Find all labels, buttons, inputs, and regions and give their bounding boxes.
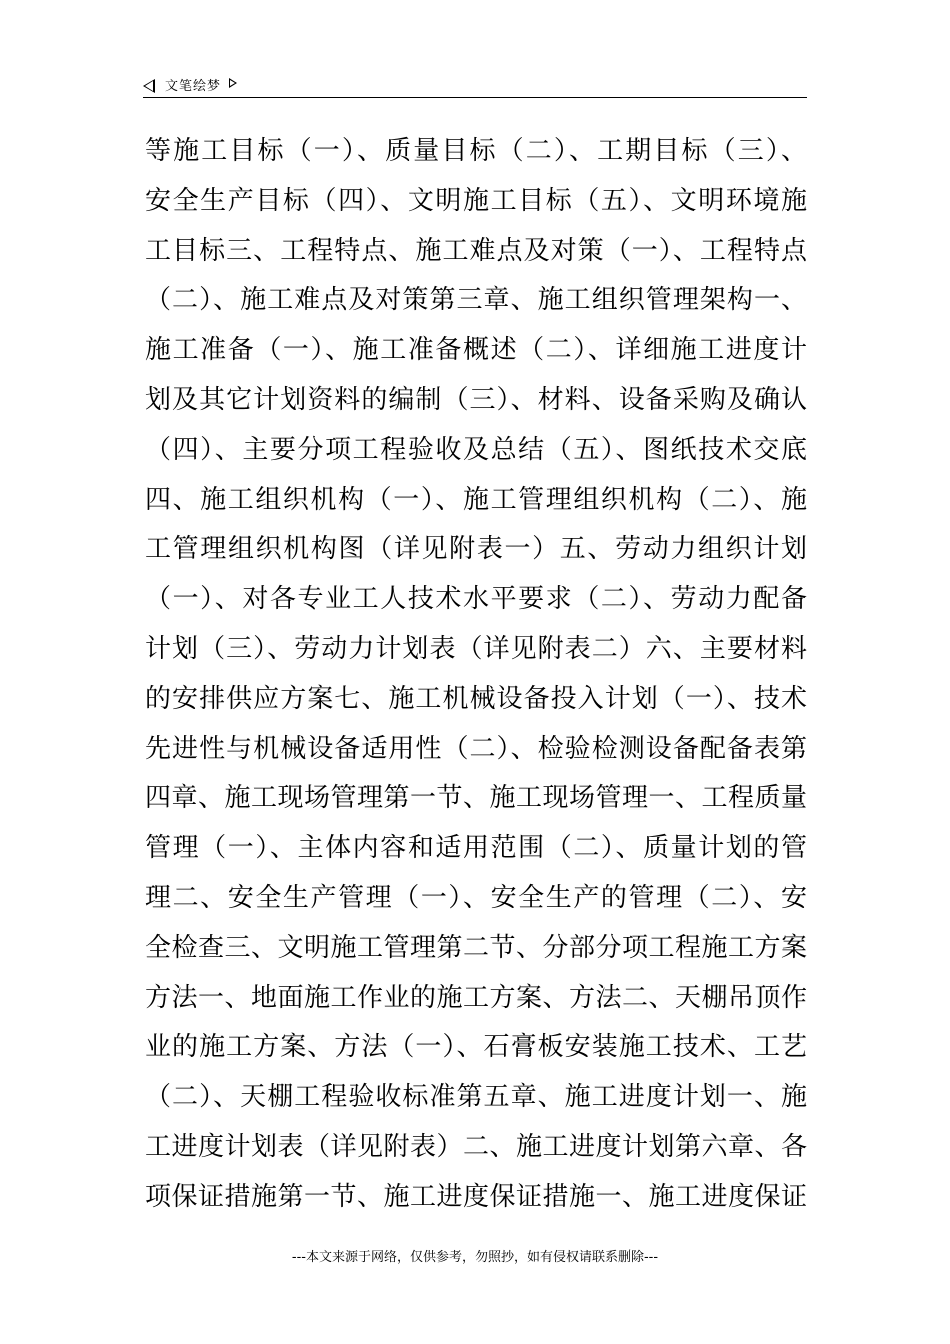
text-line: 的安排供应方案七、施工机械设备投入计划（一）、技术 [145,683,807,714]
text-line: 安全生产目标（四）、文明施工目标（五）、文明环境施 [145,185,807,216]
text-line: 等施工目标（一）、质量目标（二）、工期目标（三）、 [145,136,807,166]
footer-disclaimer: ---本文来源于网络，仅供参考，勿照抄，如有侵权请联系删除--- [291,1250,659,1265]
text-line: 四章、施工现场管理第一节、施工现场管理一、工程质量 [145,783,807,814]
text-line: 项保证措施第一节、施工进度保证措施一、施工进度保证 [145,1181,807,1212]
text-line: （四）、主要分项工程验收及总结（五）、图纸技术交底 [145,434,807,465]
text-line: 先进性与机械设备适用性（二）、检验检测设备配备表第 [145,733,807,764]
text-line: （二）、天棚工程验收标准第五章、施工进度计划一、施 [145,1082,807,1113]
text-line: 理二、安全生产管理（一）、安全生产的管理（二）、安 [145,882,807,913]
triangle-left-icon [143,79,155,93]
text-line: 业的施工方案、方法（一）、石膏板安装施工技术、工艺 [145,1032,807,1063]
text-line: （一）、对各专业工人技术水平要求（二）、劳动力配备 [145,584,807,615]
text-line: 工目标三、工程特点、施工难点及对策（一）、工程特点 [145,235,807,266]
header-brand: 文笔绘梦 [165,78,222,94]
text-line: 四、施工组织机构（一）、施工管理组织机构（二）、施 [145,484,807,515]
text-line: 计划（三）、劳动力计划表（详见附表二）六、主要材料 [145,633,807,664]
text-line: 方法一、地面施工作业的施工方案、方法二、天棚吊顶作 [145,982,807,1013]
text-line: 划及其它计划资料的编制（三）、材料、设备采购及确认 [145,384,807,415]
body-text [145,127,807,1223]
triangle-right-icon [229,78,237,88]
text-line: 管理（一）、主体内容和适用范围（二）、质量计划的管 [145,833,807,864]
text-line: 工进度计划表（详见附表）二、施工进度计划第六章、各 [145,1131,807,1162]
page-header [143,74,807,98]
header-divider [143,97,807,98]
text-line: 工管理组织机构图（详见附表一）五、劳动力组织计划 [145,534,807,565]
text-line: 施工准备（一）、施工准备概述（二）、详细施工进度计 [145,335,807,366]
text-line: （二）、施工难点及对策第三章、施工组织管理架构一、 [145,285,807,316]
text-line: 全检查三、文明施工管理第二节、分部分项工程施工方案 [145,932,807,963]
